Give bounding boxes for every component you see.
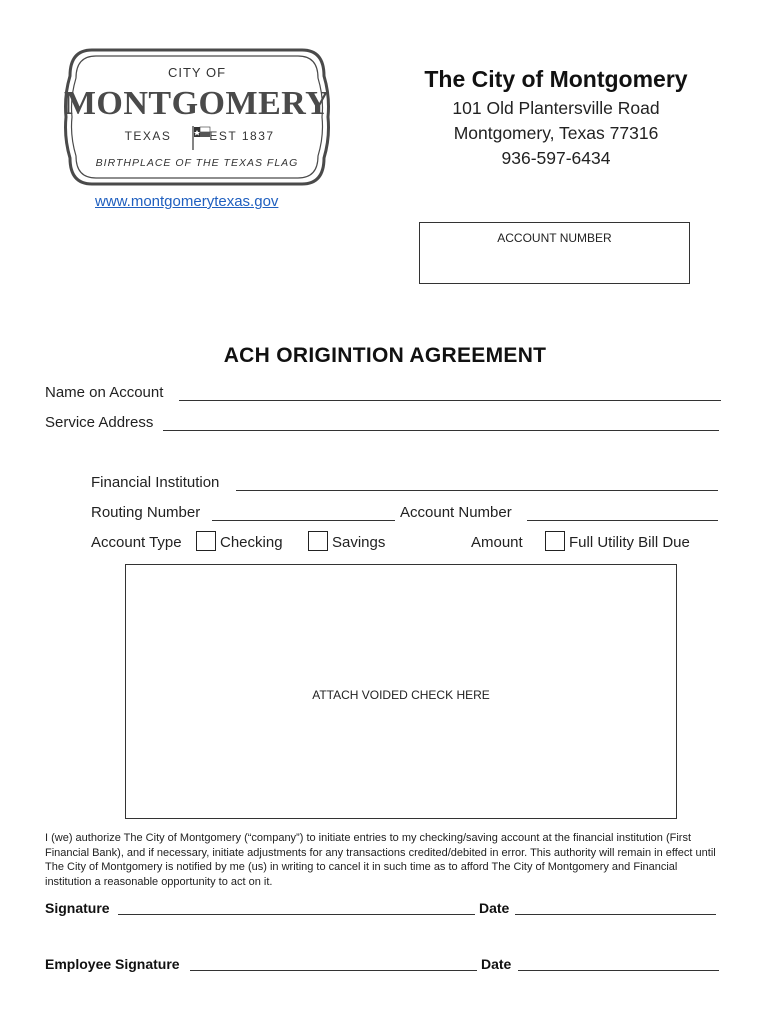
employee-date-field[interactable] xyxy=(518,970,719,971)
date-field[interactable] xyxy=(515,914,716,915)
checking-label: Checking xyxy=(220,534,283,551)
city-logo xyxy=(62,46,332,188)
logo-tagline: BIRTHPLACE OF THE TEXAS FLAG xyxy=(95,157,299,169)
account-number-box[interactable] xyxy=(419,222,690,284)
logo-texas: TEXAS xyxy=(124,129,172,143)
date-label: Date xyxy=(479,900,510,916)
address-line-1: 101 Old Plantersville Road xyxy=(452,98,660,118)
savings-checkbox[interactable] xyxy=(308,531,328,551)
texas-flag-icon xyxy=(193,126,210,150)
full-bill-label: Full Utility Bill Due xyxy=(569,534,690,551)
amount-label: Amount xyxy=(471,534,523,551)
account-number-label: Account Number xyxy=(400,504,512,521)
authorization-text: I (we) authorize The City of Montgomery (“company”) to initiate entries to my checking/saving account at the financial institution (First Financial Bank), and if necessary, initiate adjustments for any transactions credited/debited in error. This authority will remain in effect until The City of Montgomery is notified by me (us) in writing to cancel it in such time as to afford The City of Montgomery and Financial institution a reasonable opportunity to act on it. xyxy=(45,832,716,888)
voided-check-label: ATTACH VOIDED CHECK HERE xyxy=(312,688,490,702)
account-number-box-label: ACCOUNT NUMBER xyxy=(497,231,612,245)
form-title: ACH ORIGINTION AGREEMENT xyxy=(223,344,547,367)
account-type-label: Account Type xyxy=(91,534,182,551)
employee-date-label: Date xyxy=(481,956,512,972)
signature-label: Signature xyxy=(45,900,110,916)
full-bill-checkbox[interactable] xyxy=(545,531,565,551)
logo-montgomery: MONTGOMERY xyxy=(63,85,331,122)
name-on-account-field[interactable] xyxy=(179,400,721,401)
service-address-field[interactable] xyxy=(163,430,719,431)
service-address-label: Service Address xyxy=(45,414,154,431)
name-on-account-label: Name on Account xyxy=(45,384,164,401)
address-line-2: Montgomery, Texas 77316 xyxy=(453,123,659,143)
financial-institution-label: Financial Institution xyxy=(91,474,220,491)
city-name-heading: The City of Montgomery xyxy=(424,66,688,92)
savings-label: Savings xyxy=(332,534,386,551)
signature-field[interactable] xyxy=(118,914,475,915)
financial-institution-field[interactable] xyxy=(236,490,718,491)
website-link[interactable]: www.montgomerytexas.gov xyxy=(95,193,279,210)
account-number-field[interactable] xyxy=(527,520,718,521)
logo-city-of: CITY OF xyxy=(167,65,227,80)
logo-est: EST 1837 xyxy=(209,129,275,143)
employee-signature-field[interactable] xyxy=(190,970,477,971)
employee-signature-label: Employee Signature xyxy=(45,956,180,972)
checking-checkbox[interactable] xyxy=(196,531,216,551)
routing-number-field[interactable] xyxy=(212,520,395,521)
routing-number-label: Routing Number xyxy=(91,504,201,521)
phone-number: 936-597-6434 xyxy=(501,148,611,168)
